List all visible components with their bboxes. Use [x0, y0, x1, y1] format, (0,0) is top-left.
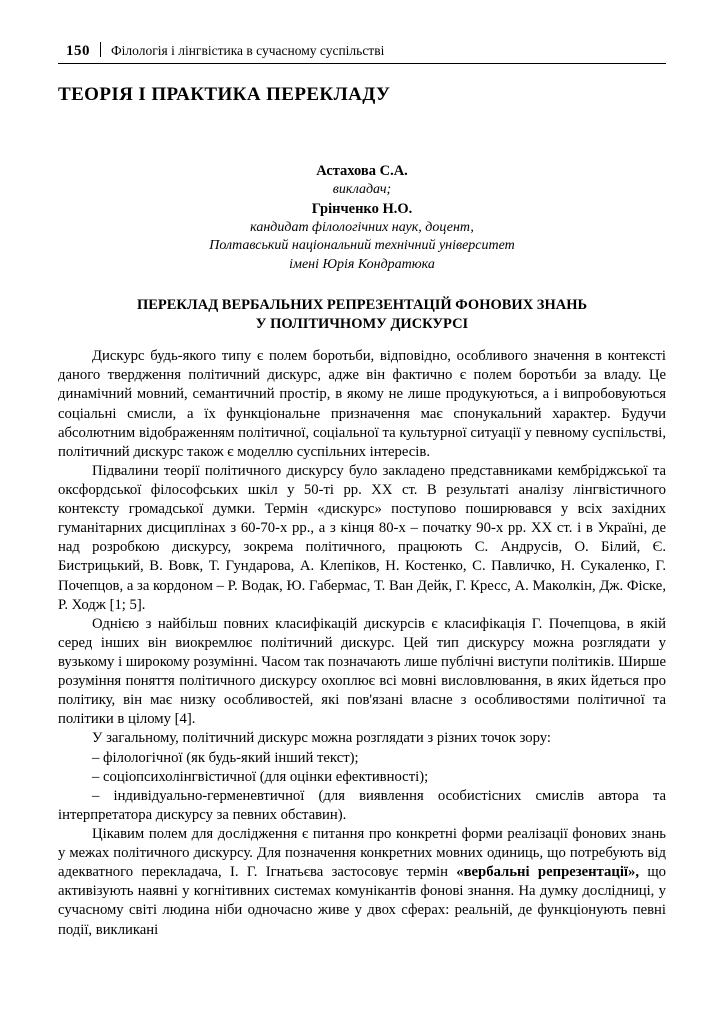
author-role-1: викладач;	[332, 182, 392, 198]
affiliation-line-1: Полтавський національний технічний університет	[209, 238, 515, 254]
list-item: – індивідуально-герменевтичної (для виявлення особистісних смислів автора та інтерпретатора дискурсу за певних обставин).	[58, 787, 666, 823]
running-head-divider	[100, 42, 101, 57]
author-name-2: Грінченко Н.О.	[311, 200, 413, 217]
author-name-1: Астахова С.А.	[316, 163, 408, 179]
paragraph-text-before: Цікавим полем для дослідження є питання про конкретні форми реалізації фонових знань у межах політичного дискурсу. Для позначення конкретних мовних одиниць, що потребують від адекватного перекладача, І. Г. Ігнатьєва застосовує термін	[58, 825, 666, 881]
section-title: ТЕОРІЯ І ПРАКТИКА ПЕРЕКЛАДУ	[58, 84, 391, 105]
paragraph: Однією з найбільш повних класифікацій дискурсів є класифікація Г. Почепцова, в якій серед інших він виокремлює політичний дискурс. Цей тип дискурсу можна розглядати у вузькому і широкому розумінні. Часом так позначають лише публічні виступи політиків. Ширше розуміння поняття політичного дискурсу охоплює всі мовні висловлювання, в яких йдеться про політику, він має низку особливостей, які пов'язані власне з особливостями політичної та політики в цілому [4].	[58, 615, 666, 728]
article-body	[58, 347, 666, 939]
affiliation-line-2: імені Юрія Кондратюка	[289, 256, 435, 272]
article-title-line-2: У ПОЛІТИЧНОМУ ДИСКУРСІ	[255, 315, 469, 332]
paragraph-text-after: що активізують наявні у когнітивних системах комунікантів фонові знання. На думку дослідниці, у сучасному світі людина ніби одночасно живе у двох сферах: реальній, де функціонують певні події, викликані	[58, 864, 666, 938]
list-item: – філологічної (як будь-який інший текст);	[92, 749, 359, 766]
running-head	[58, 40, 666, 60]
paragraph: Дискурс будь-якого типу є полем боротьби, відповідно, особливого значення в контексті даного твердження політичний дискурс, адже він фактично є полем боротьби за владу. Це динамічний мовний, семантичний простір, в якому не лише продукуються, а і випробовуються соціальні смисли, а їх функціональне призначення має спонукальний характер. Будучи абсолютним відображенням політичної, соціальної та культурної ситуації у певному суспільстві, політичний дискурс також є моделлю суспільних інтересів.	[58, 348, 666, 460]
article-title	[58, 296, 666, 333]
paragraph: У загальному, політичний дискурс можна розглядати з різних точок зору:	[92, 730, 552, 747]
page-number: 150	[66, 43, 90, 59]
header-rule	[58, 63, 666, 64]
author-role-2: кандидат філологічних наук, доцент,	[250, 219, 474, 235]
paragraph-with-emphasis	[58, 825, 666, 940]
article-title-line-1: ПЕРЕКЛАД ВЕРБАЛЬНИХ РЕПРЕЗЕНТАЦІЙ ФОНОВИХ ЗНАНЬ	[136, 297, 588, 314]
list-item: – соціопсихолінгвістичної (для оцінки ефективності);	[92, 768, 429, 785]
authors-block	[58, 162, 666, 274]
running-head-title: Філологія і лінгвістика в сучасному суспільстві	[111, 43, 385, 58]
emphasized-term: «вербальні репрезентації»,	[456, 864, 640, 881]
paragraph: Підвалини теорії політичного дискурсу було закладено представниками кембріджської та оксфордської філософських шкіл у 50-ті рр. XX ст. В результаті аналізу лінгвістичного контексту громадської думки. Термін «дискурс» поступово поширювався у всіх західних гуманітарних дисциплінах з 60-70-х рр., а з кінця 80-х – початку 90-х рр. XX ст. і в Україні, де над розробкою дискурсу, зокрема політичного, працюють С. Андрусів, О. Білий, Є. Бистрицький, В. Вовк, Т. Гундарова, А. Клепіков, Н. Костенко, С. Павличко, Н. Сукаленко, Г. Почепцов, а за кордоном – Р. Водак, Ю. Габермас, Т. Ван Дейк, Г. Кресс, А. Маколкін, Дж. Фіске, Р. Ходж [1; 5].	[58, 462, 666, 613]
